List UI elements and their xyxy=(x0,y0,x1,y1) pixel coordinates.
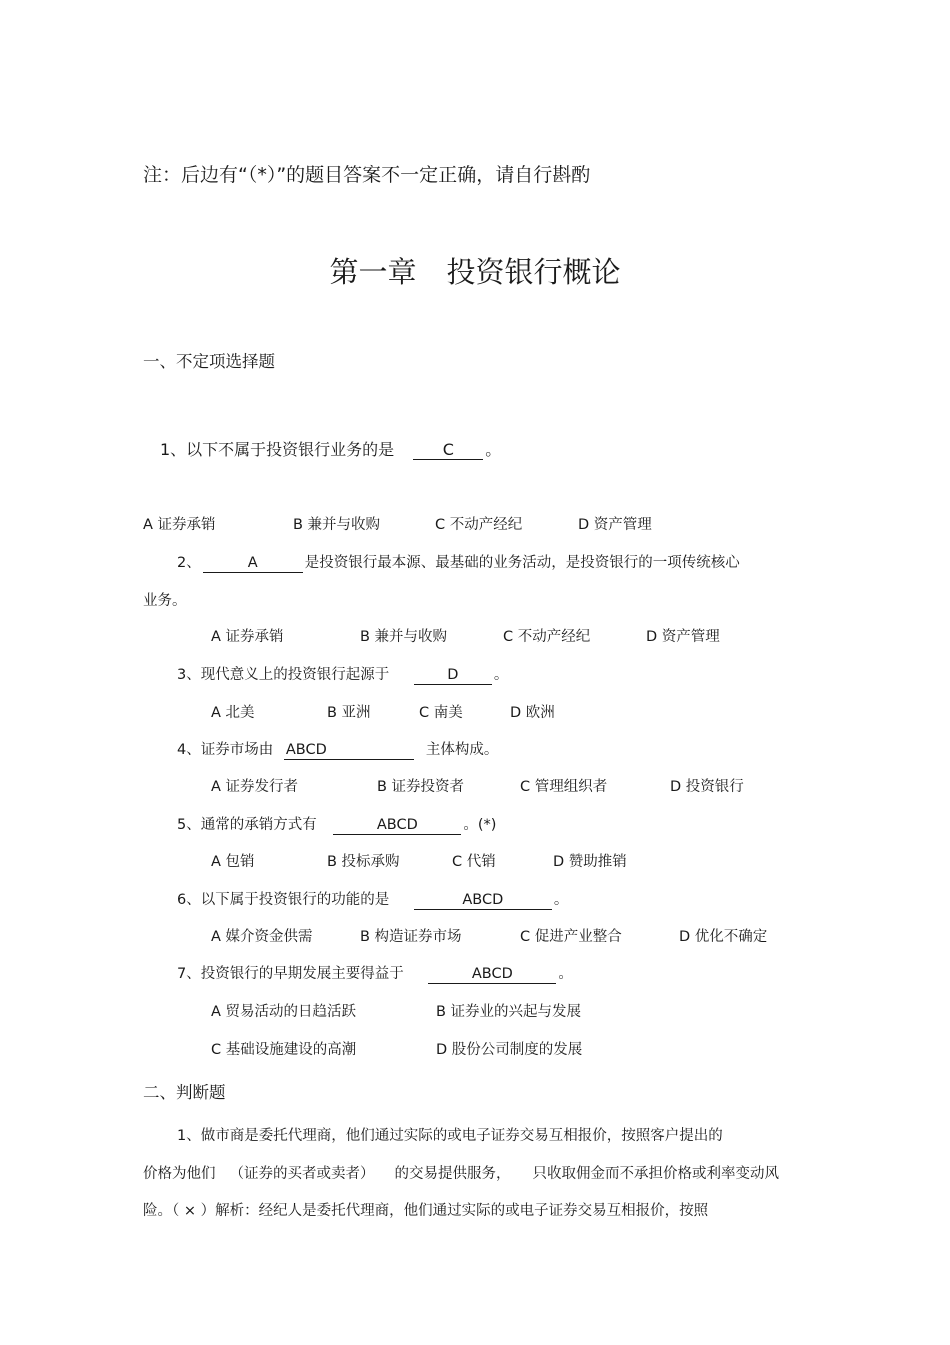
question-7-suffix: 。 xyxy=(558,966,573,982)
question-5-suffix: 。(*) xyxy=(463,817,497,833)
chapter-title: 投资银行概论 xyxy=(446,255,621,289)
question-3-option-d: D 欧洲 xyxy=(510,705,555,721)
question-5-answer: ABCD xyxy=(333,816,461,835)
question-6 xyxy=(177,890,568,910)
question-2-continuation: 业务。 xyxy=(143,593,187,609)
note-text: 注：后边有“（*）”的题目答案不一定正确，请自行斟酌 xyxy=(143,164,591,186)
question-7-answer: ABCD xyxy=(428,965,556,984)
question-6-suffix: 。 xyxy=(553,892,569,908)
question-1-answer: C xyxy=(413,441,483,460)
question-5-option-a: A 包销 xyxy=(211,854,255,870)
question-2-option-d: D 资产管理 xyxy=(646,629,720,645)
question-6-option-a: A 媒介资金供需 xyxy=(211,929,313,945)
question-5 xyxy=(177,815,496,835)
chapter-heading xyxy=(0,252,950,292)
question-5-option-d: D 赞助推销 xyxy=(553,854,627,870)
question-7-option-a: A 贸易活动的日趋活跃 xyxy=(211,1004,357,1020)
question-7-option-b: B 证券业的兴起与发展 xyxy=(436,1004,582,1020)
question-6-option-c: C 促进产业整合 xyxy=(520,929,622,945)
question-2-answer: A xyxy=(203,554,303,573)
chapter-number: 第一章 xyxy=(329,255,417,289)
question-4-option-d: D 投资银行 xyxy=(670,779,744,795)
question-3-suffix: 。 xyxy=(493,667,509,683)
question-2 xyxy=(177,553,740,573)
question-1-prefix: 1、以下不属于投资银行业务的是 xyxy=(160,440,395,459)
question-1-option-d: D 资产管理 xyxy=(578,517,652,533)
tf-question-1-line-2-part-1: 价格为他们 xyxy=(143,1166,216,1182)
question-2-option-a: A 证券承销 xyxy=(211,629,284,645)
question-3 xyxy=(177,665,508,685)
tf-question-1-line-2 xyxy=(143,1164,779,1184)
tf-question-1-line-2-part-4: 只收取佣金而不承担价格或利率变动风 xyxy=(532,1166,779,1182)
question-4-option-c: C 管理组织者 xyxy=(520,779,608,795)
question-3-prefix: 3、现代意义上的投资银行起源于 xyxy=(177,667,390,683)
question-1-option-c: C 不动产经纪 xyxy=(435,517,523,533)
question-1-suffix: 。 xyxy=(485,440,502,459)
question-3-answer: D xyxy=(414,666,492,685)
question-1-option-b: B 兼并与收购 xyxy=(293,517,381,533)
question-4-prefix: 4、证券市场由 xyxy=(177,742,274,758)
question-7-option-d: D 股份公司制度的发展 xyxy=(436,1042,583,1058)
tf-question-1-line-1: 1、做市商是委托代理商，他们通过实际的或电子证券交易互相报价，按照客户提出的 xyxy=(177,1128,723,1144)
tf-question-1-line-2-part-3: 的交易提供服务， xyxy=(394,1166,511,1182)
question-6-answer: ABCD xyxy=(414,891,552,910)
question-4-option-b: B 证券投资者 xyxy=(377,779,465,795)
question-4-answer: ABCD xyxy=(284,741,414,760)
question-2-option-b: B 兼并与收购 xyxy=(360,629,448,645)
section-title-multiple-choice: 一、不定项选择题 xyxy=(143,352,275,371)
section-title-true-false: 二、判断题 xyxy=(143,1083,226,1102)
question-4 xyxy=(177,740,498,760)
question-5-option-b: B 投标承购 xyxy=(327,854,400,870)
question-2-prefix: 2、 xyxy=(177,555,201,571)
question-7-option-c: C 基础设施建设的高潮 xyxy=(211,1042,357,1058)
question-4-suffix: 主体构成。 xyxy=(425,742,499,758)
tf-question-1-line-3: 险。（ × ）解析：经纪人是委托代理商，他们通过实际的或电子证券交易互相报价，按照 xyxy=(143,1203,709,1219)
question-4-option-a: A 证券发行者 xyxy=(211,779,299,795)
question-5-prefix: 5、通常的承销方式有 xyxy=(177,817,317,833)
question-3-option-b: B 亚洲 xyxy=(327,705,371,721)
question-6-option-d: D 优化不确定 xyxy=(679,929,768,945)
question-6-prefix: 6、以下属于投资银行的功能的是 xyxy=(177,892,390,908)
question-7-prefix: 7、投资银行的早期发展主要得益于 xyxy=(177,966,404,982)
question-3-option-a: A 北美 xyxy=(211,705,255,721)
question-1 xyxy=(160,440,501,460)
tf-question-1-line-2-part-2: （证券的买者或卖者） xyxy=(229,1166,375,1182)
question-2-option-c: C 不动产经纪 xyxy=(503,629,591,645)
question-7 xyxy=(177,964,573,984)
question-3-option-c: C 南美 xyxy=(419,705,463,721)
question-6-option-b: B 构造证券市场 xyxy=(360,929,462,945)
question-5-option-c: C 代销 xyxy=(452,854,496,870)
question-1-option-a: A 证券承销 xyxy=(143,517,216,533)
question-2-suffix: 是投资银行最本源、最基础的业务活动，是投资银行的一项传统核心 xyxy=(304,555,740,571)
